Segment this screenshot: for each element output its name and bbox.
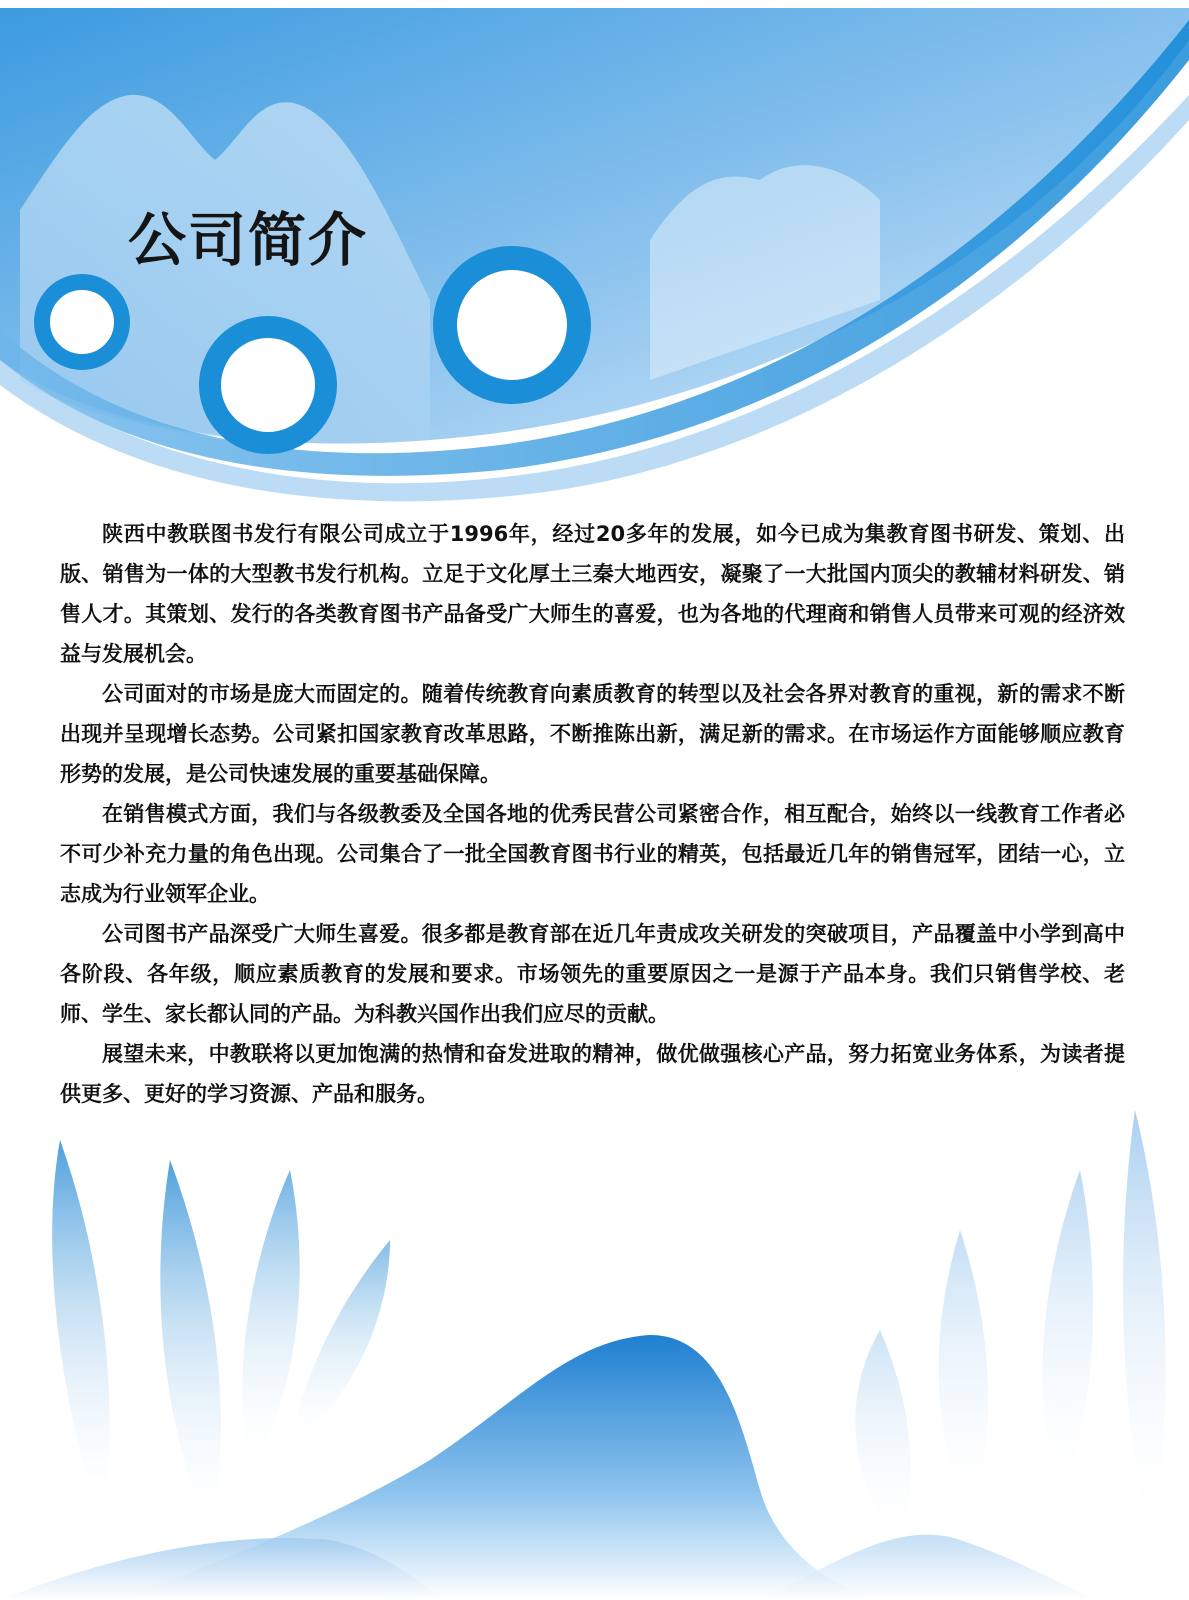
petal-shape xyxy=(160,1160,221,1530)
petal-shape xyxy=(855,1330,910,1550)
paragraph: 在销售模式方面，我们与各级教委及全国各地的优秀民营公司紧密合作，相互配合，始终以一线教育工作者必不可少补充力量的角色出现。公司集合了一批全国教育图书行业的精英，包括最近几年的销售冠军，团结一心，立志成为行业领军企业。 xyxy=(60,802,1125,906)
decorative-ring xyxy=(42,282,122,362)
paragraph: 展望未来，中教联将以更加饱满的热情和奋发进取的精神，做优做强核心产品，努力拓宽业务体系，为读者提供更多、更好的学习资源、产品和服务。 xyxy=(60,1042,1125,1106)
decorative-ring xyxy=(210,327,326,443)
petal-shape xyxy=(939,1230,988,1520)
petal-shape xyxy=(242,1170,300,1470)
page-title: 公司简介 xyxy=(128,206,369,274)
petal-shape xyxy=(1043,1170,1094,1500)
petal-shape xyxy=(52,1140,110,1520)
paragraph: 公司图书产品深受广大师生喜爱。很多都是教育部在近几年责成攻关研发的突破项目，产品覆盖中小学到高中各阶段、各年级，顺应素质教育的发展和要求。市场领先的重要原因之一是源于产品本身。我们只销售学校、老师、学生、家长都认同的产品。为科教兴国作出我们应尽的贡献。 xyxy=(60,922,1125,1026)
petal-shape xyxy=(1123,1110,1166,1540)
paragraph: 陕西中教联图书发行有限公司成立于1996年，经过20多年的发展，如今已成为集教育图书研发、策划、出版、销售为一体的大型教书发行机构。立足于文化厚土三秦大地西安，凝聚了一大批国内顶尖的教辅材料研发、销售人才。其策划、发行的各类教育图书产品备受广大师生的喜爱，也为各地的代理商和销售人员带来可观的经济效益与发展机会。 xyxy=(60,522,1125,666)
decorative-ring xyxy=(445,258,579,392)
company-introduction xyxy=(60,514,1125,1114)
paragraph: 公司面对的市场是庞大而固定的。随着传统教育向素质教育的转型以及社会各界对教育的重视，新的需求不断出现并呈现增长态势。公司紧扣国家教育改革思路，不断推陈出新，满足新的需求。在市场运作方面能够顺应教育形势的发展，是公司快速发展的重要基础保障。 xyxy=(60,682,1125,786)
petal-shape xyxy=(290,1240,390,1450)
